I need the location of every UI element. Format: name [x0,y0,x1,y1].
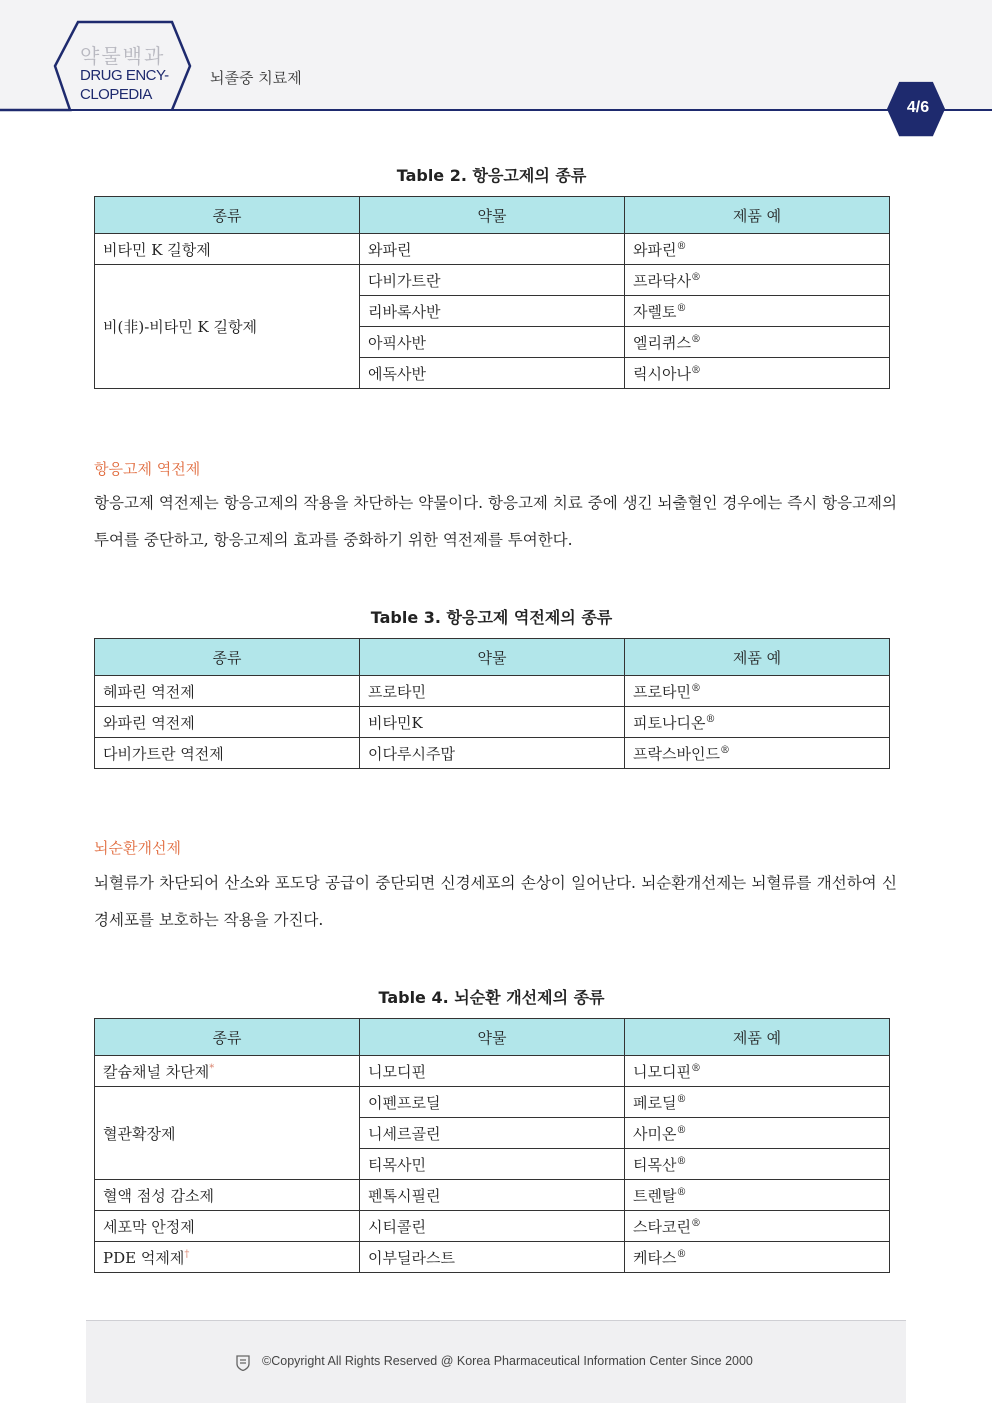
product-name: 케타스 [633,1248,677,1267]
product-name: 프락스바인드 [633,744,720,763]
type-cell: 다비가트란 역전제 [95,738,360,769]
registered-mark: ® [690,271,701,283]
registered-mark: ® [719,744,730,756]
table-header-row [95,639,890,676]
drug-cell: 니모디핀 [360,1056,625,1087]
drug-cell: 비타민K [360,707,625,738]
product-cell [625,738,890,769]
product-cell [625,1180,890,1211]
table2 [94,196,890,389]
column-header: 종류 [95,1019,360,1056]
type-cell: 세포막 안정제 [95,1211,360,1242]
drug-cell: 이펜프로딜 [360,1087,625,1118]
footer-copyright: ©Copyright All Rights Reserved @ Korea Pharmaceutical Information Center Since 2000 [262,1354,753,1368]
table4 [94,1018,890,1273]
table-row [95,738,890,769]
footnote-mark: † [184,1248,190,1260]
table-row [95,707,890,738]
table-row [95,1087,890,1118]
registered-mark: ® [690,1217,701,1229]
section-paragraph-circulation: 뇌혈류가 차단되어 산소와 포도당 공급이 중단되면 신경세포의 손상이 일어난다. 뇌순환개선제는 뇌혈류를 개선하여 신경세포를 보호하는 작용을 가진다. [94,874,897,929]
column-header: 제품 예 [625,639,890,676]
registered-mark: ® [676,1093,687,1105]
drug-cell: 리바록사반 [360,296,625,327]
product-name: 페로딜 [633,1093,677,1112]
table-row [95,1242,890,1273]
logo-korean: 약물백과 [80,46,166,68]
drug-cell: 다비가트란 [360,265,625,296]
section-paragraph-reversal: 항응고제 역전제는 항응고제의 작용을 차단하는 약물이다. 항응고제 치료 중에 생긴 뇌출혈인 경우에는 즉시 항응고제의 투여를 중단하고, 항응고제의 효과를 중화하기 위한 역전제를 투여한다. [94,494,897,549]
logo-english-line1: DRUG ENCY- [80,67,169,84]
registered-mark: ® [676,1248,687,1260]
table-header-row [95,197,890,234]
registered-mark: ® [690,364,701,376]
column-header: 종류 [95,197,360,234]
table4-caption: Table 4. 뇌순환 개선제의 종류 [378,988,605,1007]
drug-cell: 펜톡시필린 [360,1180,625,1211]
type-name: 칼슘채널 차단제 [103,1062,210,1081]
product-name: 릭시아나 [633,364,691,383]
product-name: 티목산 [633,1155,677,1174]
column-header: 약물 [360,197,625,234]
table3 [94,638,890,769]
product-name: 피토나디온 [633,713,706,732]
product-cell [625,358,890,389]
column-header: 약물 [360,639,625,676]
type-cell: 헤파린 역전제 [95,676,360,707]
product-name: 자렐토 [633,302,677,321]
table-header-row [95,1019,890,1056]
table-row [95,1211,890,1242]
registered-mark: ® [676,1155,687,1167]
section-title-reversal: 항응고제 역전제 [94,460,201,478]
logo-english [80,66,169,104]
product-cell [625,1211,890,1242]
product-cell [625,1056,890,1087]
product-cell [625,676,890,707]
type-name: PDE 억제제 [103,1248,185,1267]
table-row [95,1056,890,1087]
drug-cell: 프로타민 [360,676,625,707]
product-cell [625,234,890,265]
registered-mark: ® [690,1062,701,1074]
type-cell: 와파린 역전제 [95,707,360,738]
product-cell [625,1087,890,1118]
registered-mark: ® [705,713,716,725]
footnote-mark: * [209,1062,215,1074]
registered-mark: ® [676,302,687,314]
type-cell [95,1242,360,1273]
table-row [95,234,890,265]
registered-mark: ® [690,682,701,694]
drug-cell: 이다루시주맙 [360,738,625,769]
product-name: 엘리퀴스 [633,333,691,352]
product-name: 사미온 [633,1124,677,1143]
drug-cell: 니세르골린 [360,1118,625,1149]
drug-cell: 이부딜라스트 [360,1242,625,1273]
type-cell: 비(非)-비타민 K 길항제 [95,265,360,389]
type-cell: 비타민 K 길항제 [95,234,360,265]
section-title-circulation: 뇌순환개선제 [94,839,181,857]
table3-caption: Table 3. 항응고제 역전제의 종류 [370,608,613,627]
product-name: 와파린 [633,240,677,259]
page-number: 4/6 [906,99,930,116]
registered-mark: ® [690,333,701,345]
table2-caption: Table 2. 항응고제의 종류 [396,166,587,185]
type-cell [95,1056,360,1087]
product-name: 스타코린 [633,1217,691,1236]
product-cell [625,327,890,358]
product-name: 니모디핀 [633,1062,691,1081]
registered-mark: ® [676,1124,687,1136]
table-row [95,1180,890,1211]
product-cell [625,1118,890,1149]
column-header: 약물 [360,1019,625,1056]
emblem-icon [236,1355,250,1371]
product-name: 트렌탈 [633,1186,677,1205]
drug-cell: 티목사민 [360,1149,625,1180]
table-row [95,676,890,707]
logo-english-line2: CLOPEDIA [80,86,152,103]
type-cell: 혈액 점성 감소제 [95,1180,360,1211]
registered-mark: ® [676,240,687,252]
drug-cell: 에독사반 [360,358,625,389]
type-cell: 혈관확장제 [95,1087,360,1180]
product-cell [625,265,890,296]
product-cell [625,296,890,327]
column-header: 종류 [95,639,360,676]
drug-cell: 아픽사반 [360,327,625,358]
product-cell [625,1242,890,1273]
document-title: 뇌졸중 치료제 [210,69,302,87]
product-cell [625,1149,890,1180]
registered-mark: ® [676,1186,687,1198]
column-header: 제품 예 [625,1019,890,1056]
table-row [95,265,890,296]
header-divider [0,109,992,111]
product-name: 프라닥사 [633,271,691,290]
product-cell [625,707,890,738]
product-name: 프로타민 [633,682,691,701]
drug-cell: 시티콜린 [360,1211,625,1242]
footer-divider [86,1320,906,1321]
column-header: 제품 예 [625,197,890,234]
drug-cell: 와파린 [360,234,625,265]
